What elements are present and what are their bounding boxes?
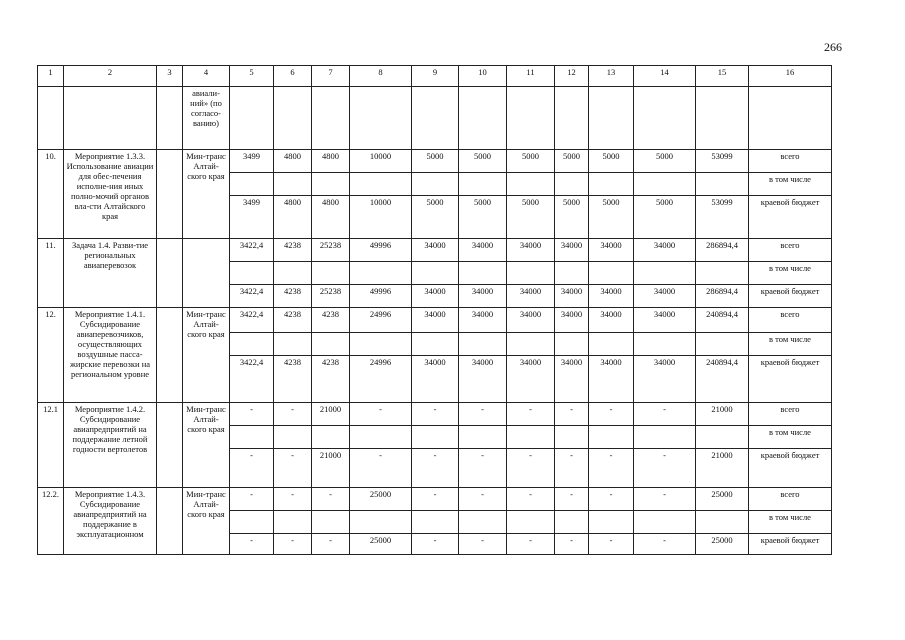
funding-label: всего — [749, 488, 832, 511]
measure-name: Задача 1.4. Разви-тие региональных авиаперевозок — [64, 239, 157, 308]
empty-cell — [157, 87, 183, 150]
value-cell: - — [412, 488, 459, 511]
empty-cell — [555, 511, 589, 534]
value-cell: - — [230, 403, 274, 426]
column-header: 15 — [696, 66, 749, 87]
empty-cell — [589, 173, 634, 196]
column-header: 7 — [312, 66, 350, 87]
funding-label: в том числе — [749, 426, 832, 449]
value-cell: 5000 — [634, 196, 696, 239]
empty-cell — [312, 511, 350, 534]
value-cell: 5000 — [412, 196, 459, 239]
empty-cell — [350, 87, 412, 150]
empty-cell — [157, 403, 183, 488]
value-cell: 34000 — [634, 239, 696, 262]
value-cell: - — [312, 534, 350, 555]
empty-cell — [634, 262, 696, 285]
value-cell: 4238 — [274, 356, 312, 403]
empty-cell — [459, 333, 507, 356]
value-cell: 10000 — [350, 150, 412, 173]
value-cell: 34000 — [459, 285, 507, 308]
value-cell: - — [412, 403, 459, 426]
empty-cell — [157, 308, 183, 403]
program-table — [37, 65, 832, 555]
value-cell: 286894,4 — [696, 285, 749, 308]
value-cell: 21000 — [312, 403, 350, 426]
value-cell: 34000 — [555, 356, 589, 403]
value-cell: 5000 — [459, 196, 507, 239]
value-cell: 34000 — [507, 285, 555, 308]
value-cell: 286894,4 — [696, 239, 749, 262]
measure-name: Мероприятие 1.4.3. Субсидирование авиапредприятий на поддержание в эксплуатационном — [64, 488, 157, 555]
empty-cell — [696, 511, 749, 534]
value-cell: 34000 — [555, 308, 589, 333]
empty-cell — [507, 87, 555, 150]
value-cell: 34000 — [634, 308, 696, 333]
value-cell: 34000 — [589, 308, 634, 333]
value-cell: 4238 — [274, 285, 312, 308]
value-cell: - — [274, 488, 312, 511]
empty-cell — [412, 333, 459, 356]
table-row — [38, 150, 832, 173]
value-cell: 3499 — [230, 196, 274, 239]
value-cell: 5000 — [459, 150, 507, 173]
value-cell: - — [507, 403, 555, 426]
empty-cell — [459, 426, 507, 449]
row-number: 12. — [38, 308, 64, 403]
row-number: 12.1 — [38, 403, 64, 488]
value-cell: 49996 — [350, 239, 412, 262]
empty-cell — [230, 426, 274, 449]
value-cell: - — [412, 449, 459, 488]
value-cell: 21000 — [696, 403, 749, 426]
empty-cell — [459, 262, 507, 285]
empty-cell — [412, 173, 459, 196]
table-row — [38, 308, 832, 333]
value-cell: 34000 — [589, 285, 634, 308]
empty-cell — [696, 87, 749, 150]
empty-cell — [507, 511, 555, 534]
empty-cell — [589, 426, 634, 449]
value-cell: 34000 — [459, 239, 507, 262]
column-header: 9 — [412, 66, 459, 87]
empty-cell — [274, 173, 312, 196]
empty-cell — [274, 333, 312, 356]
executor-cell: Мин-транс Алтай-ского края — [183, 308, 230, 403]
funding-label: в том числе — [749, 511, 832, 534]
value-cell: - — [634, 534, 696, 555]
empty-cell — [412, 426, 459, 449]
value-cell: 5000 — [507, 196, 555, 239]
value-cell: - — [459, 534, 507, 555]
measure-name: Мероприятие 1.4.1. Субсидирование авиаперевозчиков, осуществляющих воздушные пасса-жирские перевозки на региональном уровне — [64, 308, 157, 403]
value-cell: - — [412, 534, 459, 555]
value-cell: 4238 — [274, 239, 312, 262]
row-number: 10. — [38, 150, 64, 239]
empty-cell — [555, 173, 589, 196]
value-cell: 25238 — [312, 285, 350, 308]
executor-cell: Мин-транс Алтай-ского края — [183, 403, 230, 488]
value-cell: 34000 — [412, 285, 459, 308]
row-number: 12.2. — [38, 488, 64, 555]
value-cell: - — [634, 449, 696, 488]
empty-cell — [412, 511, 459, 534]
empty-cell — [412, 262, 459, 285]
empty-cell — [459, 87, 507, 150]
value-cell: 25000 — [696, 534, 749, 555]
table-row — [38, 403, 832, 426]
empty-cell — [312, 426, 350, 449]
value-cell: 34000 — [634, 356, 696, 403]
empty-cell — [274, 511, 312, 534]
value-cell: 21000 — [312, 449, 350, 488]
empty-cell — [749, 87, 832, 150]
value-cell: 34000 — [412, 239, 459, 262]
value-cell: 34000 — [507, 356, 555, 403]
value-cell: 5000 — [507, 150, 555, 173]
empty-cell — [634, 87, 696, 150]
empty-cell — [634, 333, 696, 356]
value-cell: - — [634, 488, 696, 511]
value-cell: - — [555, 488, 589, 511]
value-cell: - — [507, 449, 555, 488]
value-cell: 5000 — [634, 150, 696, 173]
funding-label: в том числе — [749, 173, 832, 196]
empty-cell — [312, 333, 350, 356]
empty-cell — [589, 262, 634, 285]
table-row — [38, 488, 832, 511]
column-header: 14 — [634, 66, 696, 87]
empty-cell — [230, 333, 274, 356]
column-header: 13 — [589, 66, 634, 87]
empty-cell — [696, 173, 749, 196]
measure-name: Мероприятие 1.4.2. Субсидирование авиапредприятий на поддержание летной годности вертолетов — [64, 403, 157, 488]
value-cell: 34000 — [507, 239, 555, 262]
value-cell: 34000 — [634, 285, 696, 308]
value-cell: 3499 — [230, 150, 274, 173]
empty-cell — [230, 262, 274, 285]
empty-cell — [230, 87, 274, 150]
value-cell: 3422,4 — [230, 239, 274, 262]
funding-label: всего — [749, 239, 832, 262]
empty-cell — [157, 239, 183, 308]
empty-cell — [350, 173, 412, 196]
row-number: 11. — [38, 239, 64, 308]
empty-cell — [696, 333, 749, 356]
measure-name: Мероприятие 1.3.3. Использование авиации для обес-печения исполне-ния иных полно-мочий органов вла-сти Алтайского края — [64, 150, 157, 239]
empty-cell — [312, 262, 350, 285]
value-cell: 240894,4 — [696, 308, 749, 333]
value-cell: 34000 — [555, 285, 589, 308]
column-header: 1 — [38, 66, 64, 87]
value-cell: 4238 — [274, 308, 312, 333]
funding-label: в том числе — [749, 262, 832, 285]
value-cell: 25238 — [312, 239, 350, 262]
empty-cell — [634, 426, 696, 449]
value-cell: 5000 — [589, 196, 634, 239]
empty-cell — [350, 262, 412, 285]
column-header: 5 — [230, 66, 274, 87]
funding-label: краевой бюджет — [749, 196, 832, 239]
empty-cell — [350, 426, 412, 449]
value-cell: 24996 — [350, 308, 412, 333]
value-cell: - — [507, 488, 555, 511]
value-cell: 49996 — [350, 285, 412, 308]
value-cell: 3422,4 — [230, 356, 274, 403]
value-cell: 34000 — [589, 239, 634, 262]
value-cell: - — [350, 403, 412, 426]
value-cell: 34000 — [412, 308, 459, 333]
value-cell: - — [589, 488, 634, 511]
empty-cell — [634, 511, 696, 534]
value-cell: - — [312, 488, 350, 511]
value-cell: 240894,4 — [696, 356, 749, 403]
value-cell: 3422,4 — [230, 308, 274, 333]
value-cell: 5000 — [589, 150, 634, 173]
value-cell: - — [459, 403, 507, 426]
executor-cell — [183, 239, 230, 308]
empty-cell — [589, 511, 634, 534]
value-cell: 4238 — [312, 356, 350, 403]
value-cell: - — [589, 534, 634, 555]
column-header: 12 — [555, 66, 589, 87]
value-cell: 4800 — [312, 150, 350, 173]
empty-cell — [38, 87, 64, 150]
value-cell: 21000 — [696, 449, 749, 488]
value-cell: - — [589, 449, 634, 488]
value-cell: - — [350, 449, 412, 488]
value-cell: 5000 — [555, 196, 589, 239]
page-number: 266 — [824, 40, 842, 54]
value-cell: 4800 — [274, 150, 312, 173]
value-cell: 24996 — [350, 356, 412, 403]
funding-label: краевой бюджет — [749, 449, 832, 488]
empty-cell — [507, 173, 555, 196]
empty-cell — [157, 150, 183, 239]
continuation-row — [38, 87, 832, 150]
empty-cell — [555, 333, 589, 356]
empty-cell — [230, 173, 274, 196]
value-cell: 4800 — [312, 196, 350, 239]
value-cell: 34000 — [555, 239, 589, 262]
value-cell: 5000 — [412, 150, 459, 173]
value-cell: 34000 — [459, 308, 507, 333]
empty-cell — [274, 426, 312, 449]
empty-cell — [507, 426, 555, 449]
funding-label: краевой бюджет — [749, 534, 832, 555]
value-cell: - — [230, 488, 274, 511]
empty-cell — [589, 87, 634, 150]
empty-cell — [412, 87, 459, 150]
header-row — [38, 66, 832, 87]
empty-cell — [274, 262, 312, 285]
empty-cell — [696, 262, 749, 285]
empty-cell — [589, 333, 634, 356]
column-header: 2 — [64, 66, 157, 87]
executor-cell: авиали-ний» (по согласо-ванию) — [183, 87, 230, 150]
value-cell: 53099 — [696, 196, 749, 239]
value-cell: 4800 — [274, 196, 312, 239]
value-cell: 25000 — [696, 488, 749, 511]
value-cell: 34000 — [507, 308, 555, 333]
column-header: 4 — [183, 66, 230, 87]
column-header: 10 — [459, 66, 507, 87]
value-cell: 25000 — [350, 488, 412, 511]
empty-cell — [459, 173, 507, 196]
funding-label: всего — [749, 308, 832, 333]
funding-label: всего — [749, 150, 832, 173]
value-cell: 34000 — [412, 356, 459, 403]
empty-cell — [507, 262, 555, 285]
empty-cell — [312, 173, 350, 196]
column-header: 16 — [749, 66, 832, 87]
executor-cell: Мин-транс Алтай-ского края — [183, 488, 230, 555]
value-cell: 3422,4 — [230, 285, 274, 308]
table-row — [38, 239, 832, 262]
column-header: 6 — [274, 66, 312, 87]
value-cell: - — [274, 534, 312, 555]
value-cell: - — [274, 449, 312, 488]
value-cell: 10000 — [350, 196, 412, 239]
value-cell: - — [555, 449, 589, 488]
empty-cell — [64, 87, 157, 150]
executor-cell: Мин-транс Алтай-ского края — [183, 150, 230, 239]
empty-cell — [555, 426, 589, 449]
empty-cell — [696, 426, 749, 449]
column-header: 11 — [507, 66, 555, 87]
empty-cell — [312, 87, 350, 150]
empty-cell — [555, 87, 589, 150]
value-cell: - — [634, 403, 696, 426]
value-cell: - — [507, 534, 555, 555]
value-cell: 4238 — [312, 308, 350, 333]
value-cell: - — [230, 534, 274, 555]
funding-label: всего — [749, 403, 832, 426]
empty-cell — [230, 511, 274, 534]
value-cell: - — [230, 449, 274, 488]
empty-cell — [459, 511, 507, 534]
empty-cell — [274, 87, 312, 150]
value-cell: - — [274, 403, 312, 426]
value-cell: 34000 — [459, 356, 507, 403]
empty-cell — [157, 488, 183, 555]
funding-label: в том числе — [749, 333, 832, 356]
empty-cell — [350, 511, 412, 534]
empty-cell — [350, 333, 412, 356]
empty-cell — [555, 262, 589, 285]
funding-label: краевой бюджет — [749, 285, 832, 308]
empty-cell — [634, 173, 696, 196]
value-cell: - — [589, 403, 634, 426]
value-cell: - — [459, 449, 507, 488]
value-cell: - — [459, 488, 507, 511]
column-header: 3 — [157, 66, 183, 87]
value-cell: 25000 — [350, 534, 412, 555]
value-cell: - — [555, 403, 589, 426]
value-cell: - — [555, 534, 589, 555]
value-cell: 5000 — [555, 150, 589, 173]
value-cell: 34000 — [589, 356, 634, 403]
funding-label: краевой бюджет — [749, 356, 832, 403]
column-header: 8 — [350, 66, 412, 87]
empty-cell — [507, 333, 555, 356]
value-cell: 53099 — [696, 150, 749, 173]
